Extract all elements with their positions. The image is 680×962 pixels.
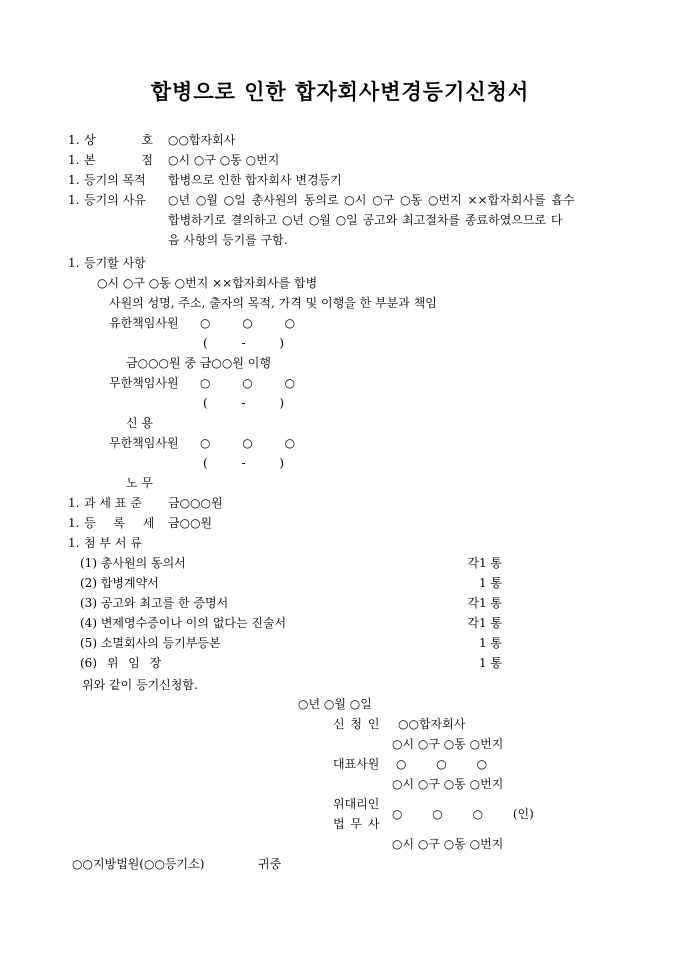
registration-tax-label: 등 록 세: [84, 516, 155, 530]
representative-address: ○시 ○구 ○동 ○번지: [392, 777, 504, 791]
purpose-label: 등기의 목적: [84, 173, 146, 187]
registration-tax-value: 금○○원: [168, 516, 213, 530]
item-number: 1.: [68, 496, 80, 510]
attachment-quantity: 각1 통: [467, 596, 502, 610]
member-role: 무한책임사원: [109, 376, 179, 390]
agent-address: ○시 ○구 ○동 ○번지: [392, 837, 504, 851]
item-number: 1.: [68, 193, 80, 207]
attachment-name: (6) 위 임 장: [80, 656, 162, 670]
attachment-name: (4) 변제영수증이나 이의 없다는 진술서: [80, 616, 287, 630]
member-role: 무한책임사원: [109, 436, 179, 450]
tax-base-value: 금○○○원: [168, 496, 223, 510]
matters-label: 등기할 사항: [84, 256, 146, 270]
head-office-label: 본 점: [84, 153, 153, 167]
attachment-quantity: 각1 통: [467, 556, 502, 570]
purpose-value: 합병으로 인한 합자회사 변경등기: [168, 173, 342, 187]
agent-label: 위대리인: [333, 797, 380, 811]
member-marks: ○ ○ ○: [200, 376, 296, 390]
attachment-quantity: 1 통: [478, 656, 502, 670]
reason-line-3: 음 사항의 등기를 구함.: [168, 233, 288, 247]
member-contribution: 노 무: [126, 476, 153, 490]
applicant-label: 신 청 인: [333, 717, 380, 731]
tax-base-label: 과 세 표 준: [84, 496, 142, 510]
applicant-address: ○시 ○구 ○동 ○번지: [392, 737, 504, 751]
representative-label: 대표사원: [333, 757, 380, 771]
member-contribution: 신 용: [126, 416, 153, 430]
member-contribution: 금○○○원 중 금○○원 이행: [126, 356, 271, 370]
closing-statement: 위와 같이 등기신청함.: [82, 678, 198, 692]
member-marks: ○ ○ ○: [200, 436, 296, 450]
item-number: 1.: [68, 536, 80, 550]
reason-line-1: ○년 ○월 ○일 총사원의 동의로 ○시 ○구 ○동 ○번지 ××합자회사를 흡수: [168, 193, 575, 207]
members-description: 사원의 성명, 주소, 출자의 목적, 가격 및 이행을 한 부분과 책임: [109, 296, 437, 310]
attachment-quantity: 각1 통: [467, 616, 502, 630]
reason-label: 등기의 사유: [84, 193, 146, 207]
representative-marks: ○ ○ ○: [396, 757, 488, 771]
agent-title-label: 법 무 사: [333, 817, 380, 831]
filing-date: ○년 ○월 ○일: [298, 697, 372, 711]
item-number: 1.: [68, 256, 80, 270]
attachment-name: (2) 합병계약서: [80, 576, 159, 590]
item-number: 1.: [68, 173, 80, 187]
member-role: 유한책임사원: [109, 316, 179, 330]
item-number: 1.: [68, 133, 80, 147]
attachment-quantity: 1 통: [478, 576, 502, 590]
member-id-number: ( - ): [203, 396, 285, 410]
head-office-value: ○시 ○구 ○동 ○번지: [168, 153, 280, 167]
member-marks: ○ ○ ○: [200, 316, 296, 330]
attachment-name: (1) 총사원의 동의서: [80, 556, 186, 570]
court-name: ○○지방법원(○○등기소): [72, 857, 205, 871]
court-suffix: 귀중: [258, 857, 282, 871]
item-number: 1.: [68, 153, 80, 167]
trade-name-label: 상 호: [84, 133, 153, 147]
member-id-number: ( - ): [203, 456, 285, 470]
agent-marks-seal: ○ ○ ○ (인): [392, 807, 534, 821]
applicant-name: ○○합자회사: [398, 717, 466, 731]
attachments-label: 첨 부 서 류: [84, 536, 142, 550]
attachment-name: (5) 소멸회사의 등기부등본: [80, 636, 221, 650]
attachment-quantity: 1 통: [478, 636, 502, 650]
merged-company-line: ○시 ○구 ○동 ○번지 ××합자회사를 합병: [97, 276, 318, 290]
page-title: 합병으로 인한 합자회사변경등기신청서: [150, 79, 530, 104]
trade-name-value: ○○합자회사: [168, 133, 236, 147]
item-number: 1.: [68, 516, 80, 530]
attachment-name: (3) 공고와 최고를 한 증명서: [80, 596, 229, 610]
member-id-number: ( - ): [203, 336, 285, 350]
reason-line-2: 합병하기로 결의하고 ○년 ○월 ○일 공고와 최고절차를 종료하였으므로 다: [168, 213, 563, 227]
